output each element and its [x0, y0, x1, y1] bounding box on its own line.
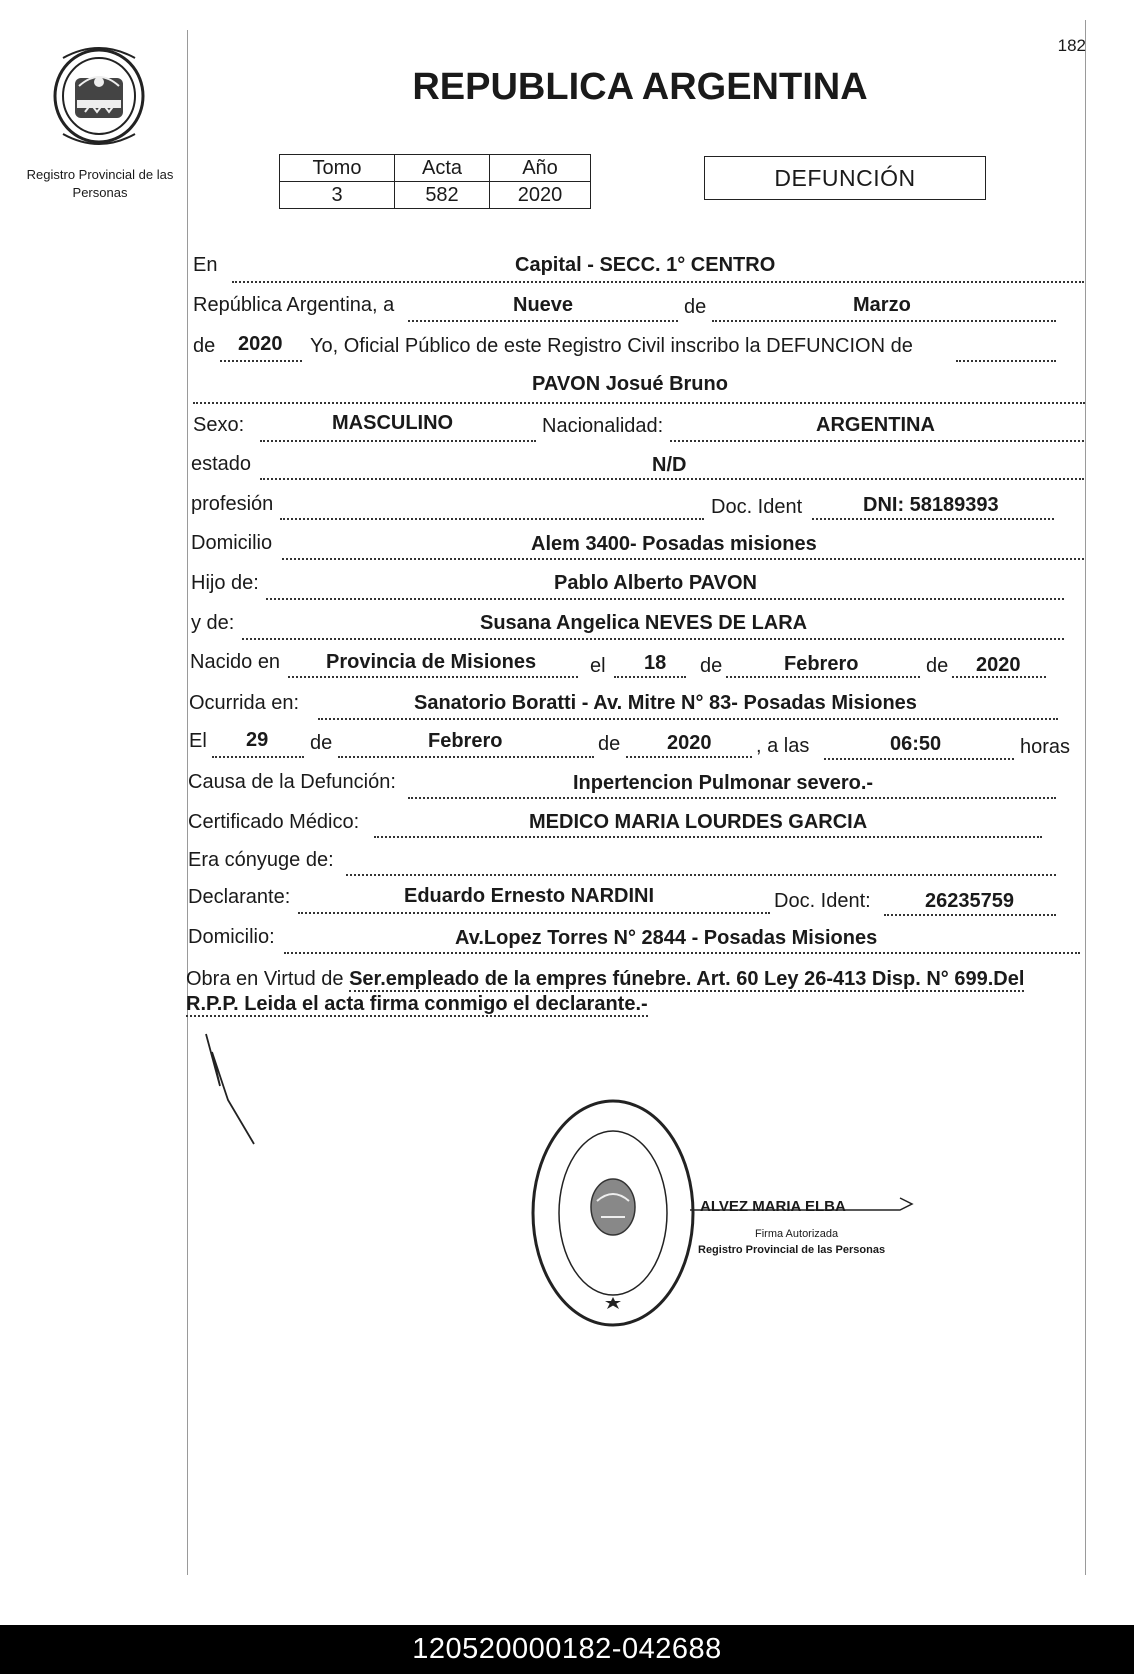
label-a-las: , a las — [756, 735, 810, 757]
value-anio: 2020 — [238, 333, 283, 355]
value-obra-2: R.P.P. Leida el acta firma conmigo el declarante.- — [186, 993, 648, 1015]
signer-name: ALVEZ MARIA ELBA — [700, 1198, 846, 1215]
dotted-line — [374, 836, 1042, 838]
value-hora: 06:50 — [890, 733, 942, 755]
record-type-box: DEFUNCIÓN — [704, 156, 986, 200]
value-nombre: PAVON Josué Bruno — [532, 373, 728, 395]
province-seal-icon — [45, 38, 153, 155]
dotted-line — [726, 676, 920, 678]
value-anio-defuncion: 2020 — [667, 732, 712, 754]
dotted-line — [956, 360, 1056, 362]
label-de: de — [700, 655, 723, 677]
value-anio-nacimiento: 2020 — [976, 654, 1021, 676]
dotted-line — [338, 756, 594, 758]
dotted-line — [260, 440, 536, 442]
page-title: REPUBLICA ARGENTINA — [412, 66, 868, 108]
dotted-line — [712, 320, 1056, 322]
table-cell: 2020 — [490, 182, 591, 209]
label-domicilio: Domicilio — [191, 532, 273, 554]
dotted-line — [284, 952, 1080, 954]
label-oficial: Yo, Oficial Público de este Registro Civil inscribo la DEFUNCION de — [310, 335, 913, 357]
label-nacido-en: Nacido en — [190, 651, 281, 673]
label-conyuge: Era cónyuge de: — [188, 849, 334, 871]
dotted-line — [282, 558, 1084, 560]
label-el: el — [590, 655, 606, 677]
value-lugar-defuncion: Sanatorio Boratti - Av. Mitre N° 83- Posadas Misiones — [414, 692, 917, 714]
value-mes-nacimiento: Febrero — [784, 653, 859, 675]
label-el-cap: El — [189, 730, 207, 752]
label-de-start: de — [193, 335, 216, 357]
dotted-line — [220, 360, 302, 362]
value-obra-1: Ser.empleado de la empres fúnebre. Art. 60 Ley 26-413 Disp. N° 699.Del — [349, 968, 1025, 990]
label-profesion: profesión — [191, 493, 274, 515]
table-cell: 582 — [395, 182, 490, 209]
label-ocurrida-en: Ocurrida en: — [189, 692, 300, 714]
dotted-line — [408, 797, 1056, 799]
table-cell: 3 — [280, 182, 395, 209]
right-margin-line — [1085, 20, 1086, 1575]
label-de: de — [926, 655, 949, 677]
table-header: Tomo — [280, 155, 395, 182]
value-medico: MEDICO MARIA LOURDES GARCIA — [529, 811, 868, 833]
dotted-line — [626, 756, 752, 758]
dotted-line — [670, 440, 1084, 442]
dotted-line — [824, 758, 1014, 760]
table-header: Año — [490, 155, 591, 182]
value-doc-declarante: 26235759 — [925, 890, 1014, 912]
dotted-line — [812, 518, 1054, 520]
signature-stroke-icon — [198, 1030, 268, 1155]
label-y-de: y de: — [191, 612, 235, 634]
dotted-line — [232, 281, 1084, 283]
page-number: 182 — [1057, 36, 1086, 55]
value-mes: Marzo — [853, 294, 911, 316]
signer-role: Firma Autorizada — [755, 1228, 839, 1240]
value-mes-defuncion: Febrero — [428, 730, 503, 752]
footer-code: 120520000182-042688 — [0, 1625, 1134, 1674]
official-stamp-icon — [525, 1095, 705, 1336]
dotted-line — [242, 638, 1064, 640]
label-hijo-de: Hijo de: — [191, 572, 259, 594]
value-madre: Susana Angelica NEVES DE LARA — [480, 612, 808, 634]
value-sexo: MASCULINO — [332, 412, 454, 434]
label-de: de — [310, 732, 333, 754]
label-republica: República Argentina, a — [193, 294, 395, 316]
dotted-line — [260, 478, 1084, 480]
table-header: Acta — [395, 155, 490, 182]
value-domicilio-declarante: Av.Lopez Torres N° 2844 - Posadas Misiones — [455, 927, 878, 949]
label-domicilio-2: Domicilio: — [188, 926, 275, 948]
obra-line-1 — [186, 968, 1024, 991]
label-estado: estado — [191, 453, 252, 475]
label-de: de — [598, 733, 621, 755]
label-causa: Causa de la Defunción: — [188, 771, 396, 793]
registry-name: Registro Provincial de las Personas — [26, 167, 174, 200]
label-nacionalidad: Nacionalidad: — [542, 415, 664, 437]
label-obra: Obra en Virtud de — [186, 968, 344, 990]
label-certificado: Certificado Médico: — [188, 811, 360, 833]
dotted-line — [266, 598, 1064, 600]
label-en: En — [193, 254, 218, 276]
value-nacionalidad: ARGENTINA — [816, 414, 935, 436]
dotted-line — [298, 912, 770, 914]
value-padre: Pablo Alberto PAVON — [554, 572, 757, 594]
value-declarante: Eduardo Ernesto NARDINI — [404, 885, 655, 907]
label-de: de — [684, 296, 707, 318]
dotted-line — [318, 718, 1058, 720]
value-domicilio: Alem 3400- Posadas misiones — [531, 533, 817, 555]
label-declarante: Declarante: — [188, 886, 291, 908]
dotted-line — [212, 756, 304, 758]
dotted-line — [346, 874, 1056, 876]
record-table — [279, 154, 591, 209]
dotted-line — [193, 402, 1085, 404]
value-lugar-nacimiento: Provincia de Misiones — [326, 651, 537, 673]
value-doc: DNI: 58189393 — [863, 494, 999, 516]
label-doc-ident: Doc. Ident — [711, 496, 803, 518]
signer-org: Registro Provincial de las Personas — [698, 1244, 886, 1256]
dotted-line — [884, 914, 1056, 916]
value-estado: N/D — [652, 454, 687, 476]
value-dia: Nueve — [513, 294, 574, 316]
label-horas: horas — [1020, 736, 1071, 758]
dotted-line — [408, 320, 678, 322]
value-lugar: Capital - SECC. 1° CENTRO — [515, 254, 776, 276]
dotted-line — [288, 676, 578, 678]
value-dia-nacimiento: 18 — [644, 652, 667, 674]
label-sexo: Sexo: — [193, 414, 245, 436]
value-causa: Inpertencion Pulmonar severo.- — [573, 772, 874, 794]
value-dia-defuncion: 29 — [246, 729, 269, 751]
dotted-line — [280, 518, 704, 520]
left-margin-line — [187, 30, 188, 1575]
obra-line-2 — [186, 993, 648, 1016]
dotted-line — [614, 676, 686, 678]
label-doc-ident-2: Doc. Ident: — [774, 890, 871, 912]
